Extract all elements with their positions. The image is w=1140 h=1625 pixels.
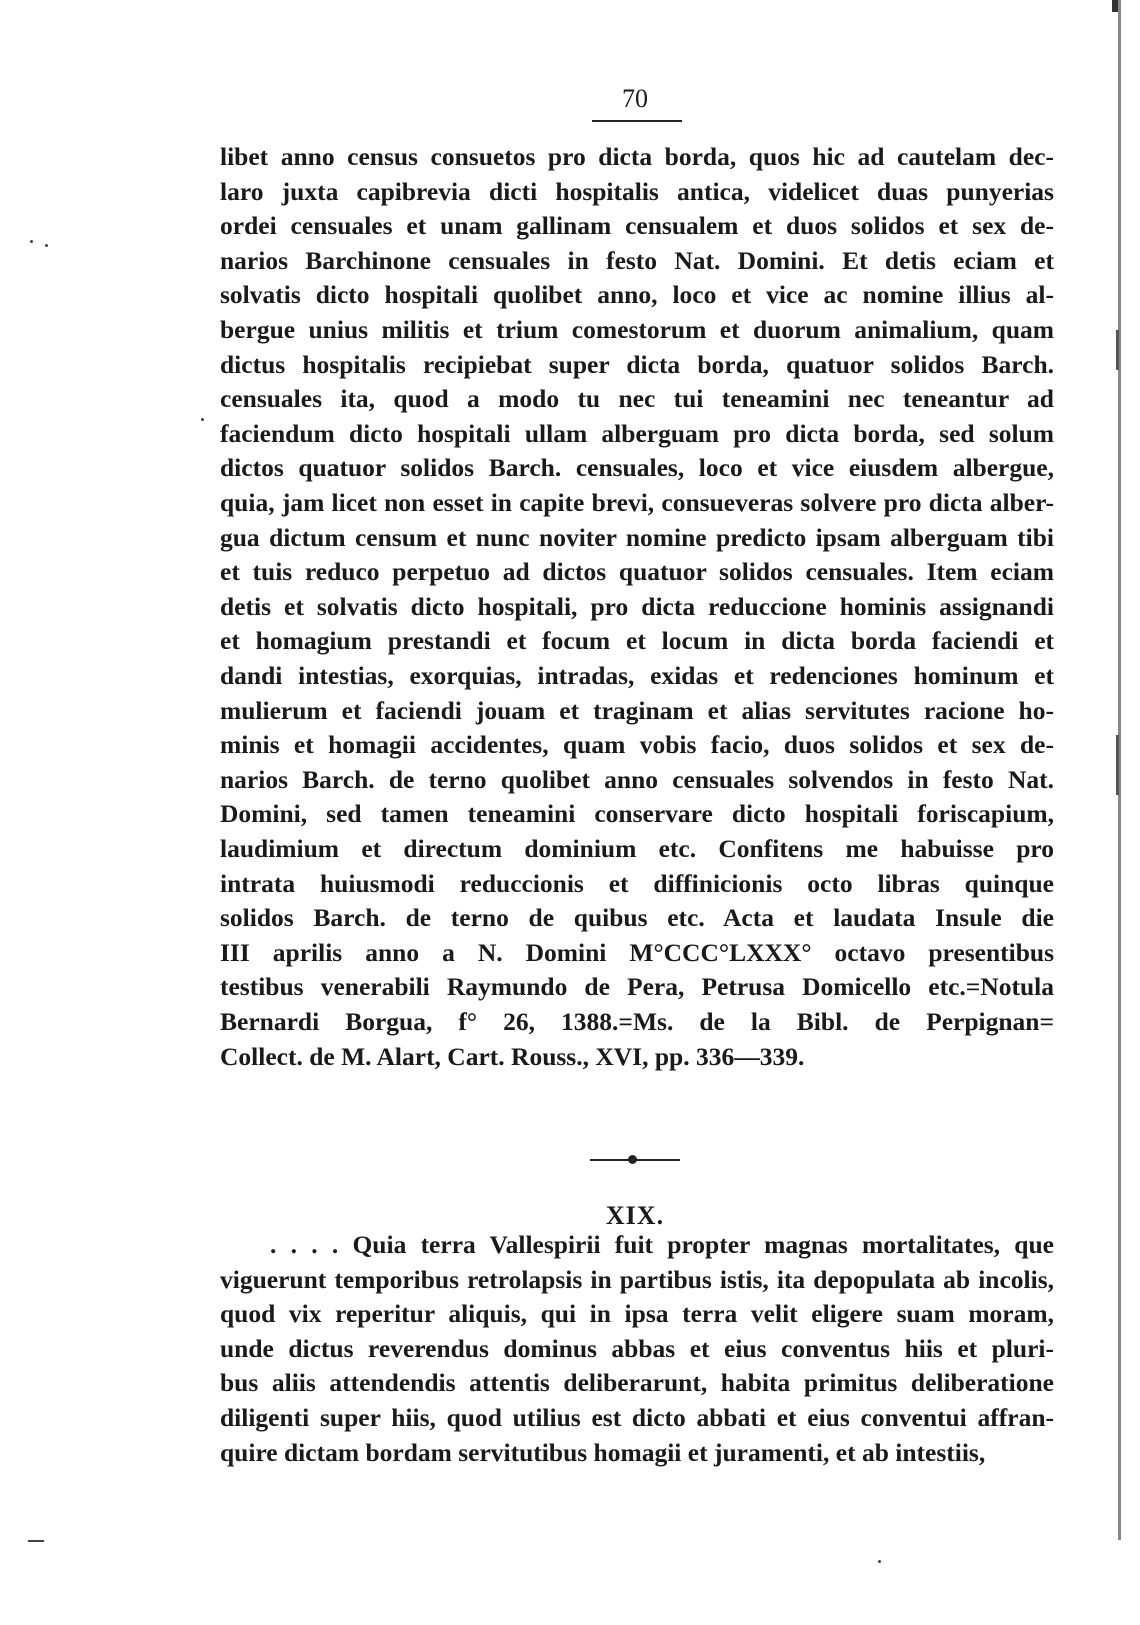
text-line: detis et solvatis dicto hospitali, pro dicta reduccione hominis assignandi: [220, 591, 1054, 621]
text-line: dictos quatuor solidos Barch. censuales, loco et vice eiusdem albergue,: [220, 453, 1054, 483]
text-line: solvatis dicto hospitali quolibet anno, loco et vice ac nomine illius al-: [220, 280, 1054, 310]
text-line: solidos Barch. de terno de quibus etc. Acta et laudata Insule die: [220, 903, 1054, 933]
text-line: dandi intestias, exorquias, intradas, exidas et redenciones hominum et: [220, 661, 1054, 690]
text-line: et tuis reduco perpetuo ad dictos quatuor solidos censuales. Item eciam: [220, 557, 1054, 587]
text-line: testibus venerabili Raymundo de Pera, Petrusa Domicello etc.=Notula: [220, 972, 1054, 1002]
text-line: censuales ita, quod a modo tu nec tui teneamini nec teneantur ad: [220, 384, 1054, 414]
text-line: unde dictus reverendus dominus abbas et eius conventus hiis et pluri-: [220, 1333, 1054, 1363]
text-line: quia, jam licet non esset in capite brevi, consueveras solvere pro dicta alber-: [220, 488, 1054, 517]
text-line: III aprilis anno a N. Domini M°CCC°LXXX° octavo presentibus: [220, 937, 1054, 967]
section-heading: XIX.: [605, 1201, 665, 1230]
text-line: ordei censuales et unam gallinam censualem et duos solidos et sex de-: [220, 211, 1054, 241]
text-line: laudimium et directum dominium etc. Confitens me habuisse pro: [220, 834, 1054, 863]
page-number-rule: [592, 120, 682, 122]
text-line: . . . . Quia terra Vallespirii fuit propter magnas mortalitates, que: [270, 1230, 1054, 1259]
text-line: laro juxta capibrevia dicti hospitalis antica, videlicet duas punyerias: [220, 176, 1054, 206]
text-line: dictus hospitalis recipiebat super dicta borda, quatuor solidos Barch.: [220, 349, 1054, 379]
text-line: mulierum et faciendi jouam et traginam et alias servitutes racione ho-: [220, 695, 1054, 725]
text-line: narios Barchinone censuales in festo Nat. Domini. Et detis eciam et: [220, 245, 1054, 275]
text-line: bergue unius militis et trium comestorum et duorum animalium, quam: [220, 315, 1054, 344]
text-line: et homagium prestandi et focum et locum in dicta borda faciendi et: [220, 626, 1054, 656]
text-line: quod vix reperitur aliquis, qui in ipsa terra velit eligere suam moram,: [220, 1299, 1054, 1329]
scan-speck: [201, 418, 204, 421]
scan-edge-mark: [1116, 735, 1119, 795]
text-line: libet anno census consuetos pro dicta borda, quos hic ad cautelam dec-: [220, 142, 1054, 171]
text-line: bus aliis attendendis attentis deliberarunt, habita primitus deliberatione: [220, 1368, 1054, 1398]
text-line: Bernardi Borgua, f° 26, 1388.=Ms. de la Bibl. de Perpignan=: [220, 1007, 1054, 1036]
text-line: minis et homagii accidentes, quam vobis facio, duos solidos et sex de-: [220, 730, 1054, 760]
scan-speck: [30, 240, 33, 243]
text-line: diligenti super hiis, quod utilius est dicto abbati et eius conventui affran-: [220, 1403, 1054, 1432]
text-line: Collect. de M. Alart, Cart. Rouss., XVI, pp. 336—339.: [220, 1041, 805, 1071]
page-number: 70: [622, 84, 648, 113]
text-line: narios Barch. de terno quolibet anno censuales solvendos in festo Nat.: [220, 764, 1054, 794]
text-line: quire dictam bordam servitutibus homagii et juramenti, et ab intestiis,: [220, 1437, 986, 1467]
text-line: viguerunt temporibus retrolapsis in partibus istis, ita depopulata ab incolis,: [220, 1264, 1054, 1294]
text-line: intrata huiusmodi reduccionis et diffinicionis octo libras quinque: [220, 868, 1054, 898]
section-divider-ornament: [628, 1155, 637, 1164]
text-line: Domini, sed tamen teneamini conservare dicto hospitali foriscapium,: [220, 799, 1054, 829]
text-line: gua dictum censum et nunc noviter nomine predicto ipsam alberguam tibi: [220, 522, 1054, 552]
scan-speck: [45, 244, 48, 247]
scan-edge-mark: [28, 1540, 44, 1542]
scan-speck: [878, 1560, 881, 1563]
scan-edge-mark: [1116, 330, 1119, 370]
scan-edge-mark: [1112, 0, 1118, 12]
text-line: faciendum dicto hospitali ullam alberguam pro dicta borda, sed solum: [220, 418, 1054, 448]
